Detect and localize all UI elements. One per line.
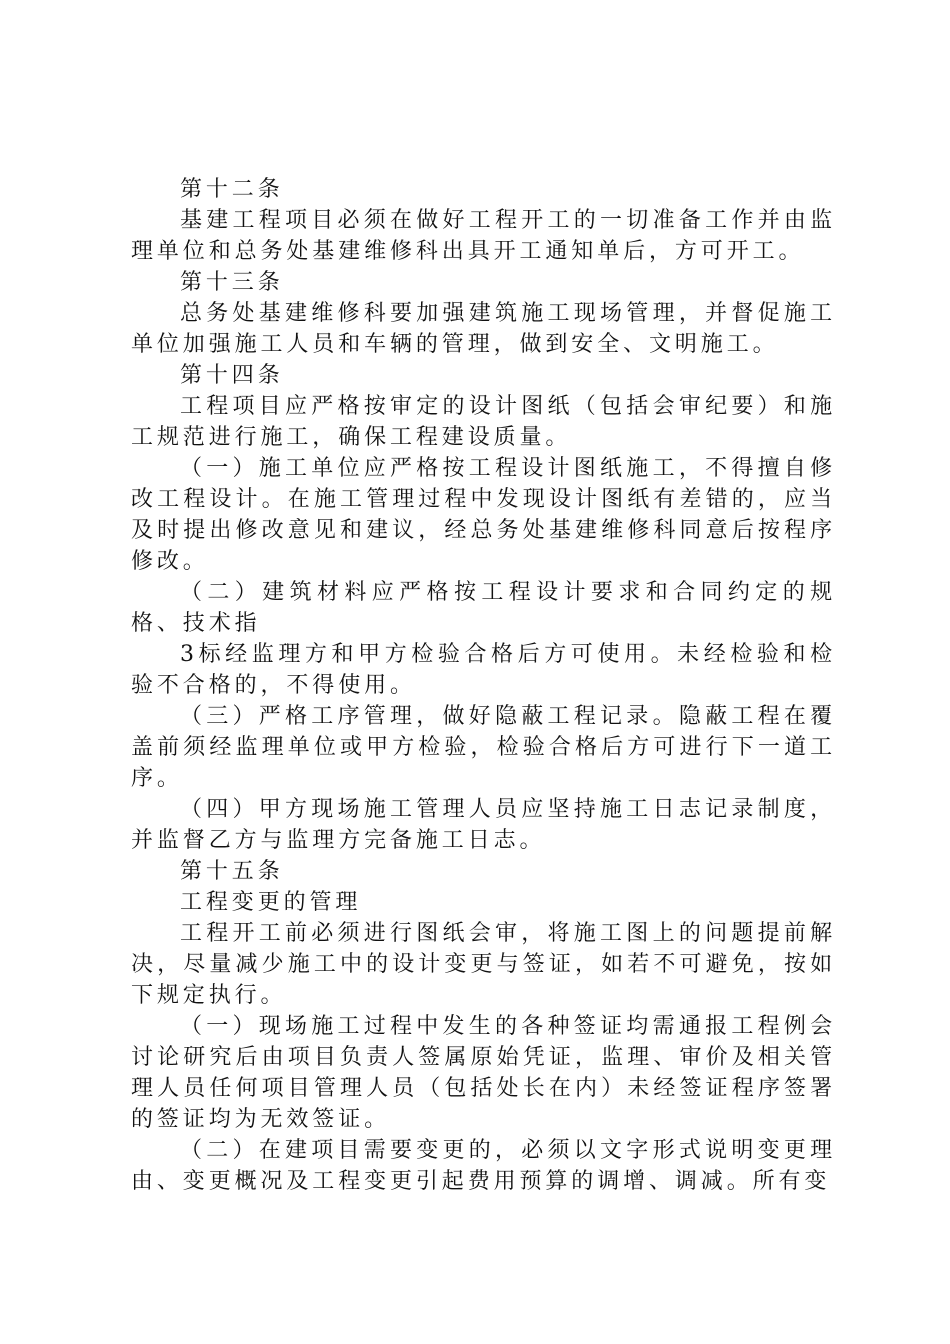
section-heading: 工程变更的管理 [180, 890, 362, 915]
article-heading: 第十四条 [180, 363, 284, 388]
paragraph: 基建工程项目必须在做好工程开工的一切准备工作并由监理单位和总务处基建维修科出具开工通知单后，方可开工。 [131, 208, 836, 264]
list-item: （一）现场施工过程中发生的各种签证均需通报工程例会讨论研究后由项目负责人签属原始凭证，监理、审价及相关管理人员任何项目管理人员（包括处长在内）未经签证程序签署的签证均为无效签证。 [131, 1014, 836, 1132]
document-body [131, 174, 836, 1197]
paragraph: 工程开工前必须进行图纸会审，将施工图上的问题提前解决，尽量减少施工中的设计变更与签证，如若不可避免，按如下规定执行。 [131, 921, 836, 1008]
list-item: （四）甲方现场施工管理人员应坚持施工日志记录制度，并监督乙方与监理方完备施工日志。 [131, 797, 836, 853]
paragraph: 总务处基建维修科要加强建筑施工现场管理，并督促施工单位加强施工人员和车辆的管理，做到安全、文明施工。 [131, 301, 836, 357]
list-item: （二）建筑材料应严格按工程设计要求和合同约定的规格、技术指 [131, 580, 836, 636]
paragraph: 工程项目应严格按审定的设计图纸（包括会审纪要）和施工规范进行施工，确保工程建设质量。 [131, 394, 836, 450]
list-item: （三）严格工序管理，做好隐蔽工程记录。隐蔽工程在覆盖前须经监理单位或甲方检验，检验合格后方可进行下一道工序。 [131, 704, 836, 791]
list-item: （二）在建项目需要变更的，必须以文字形式说明变更理由、变更概况及工程变更引起费用预算的调增、调减。所有变 [131, 1138, 836, 1194]
list-item: （一）施工单位应严格按工程设计图纸施工，不得擅自修改工程设计。在施工管理过程中发现设计图纸有差错的，应当及时提出修改意见和建议，经总务处基建维修科同意后按程序修改。 [131, 456, 836, 574]
article-heading: 第十五条 [180, 859, 284, 884]
article-heading: 第十二条 [180, 177, 284, 202]
article-heading: 第十三条 [180, 270, 284, 295]
paragraph: 3标经监理方和甲方检验合格后方可使用。未经检验和检验不合格的，不得使用。 [131, 642, 836, 698]
